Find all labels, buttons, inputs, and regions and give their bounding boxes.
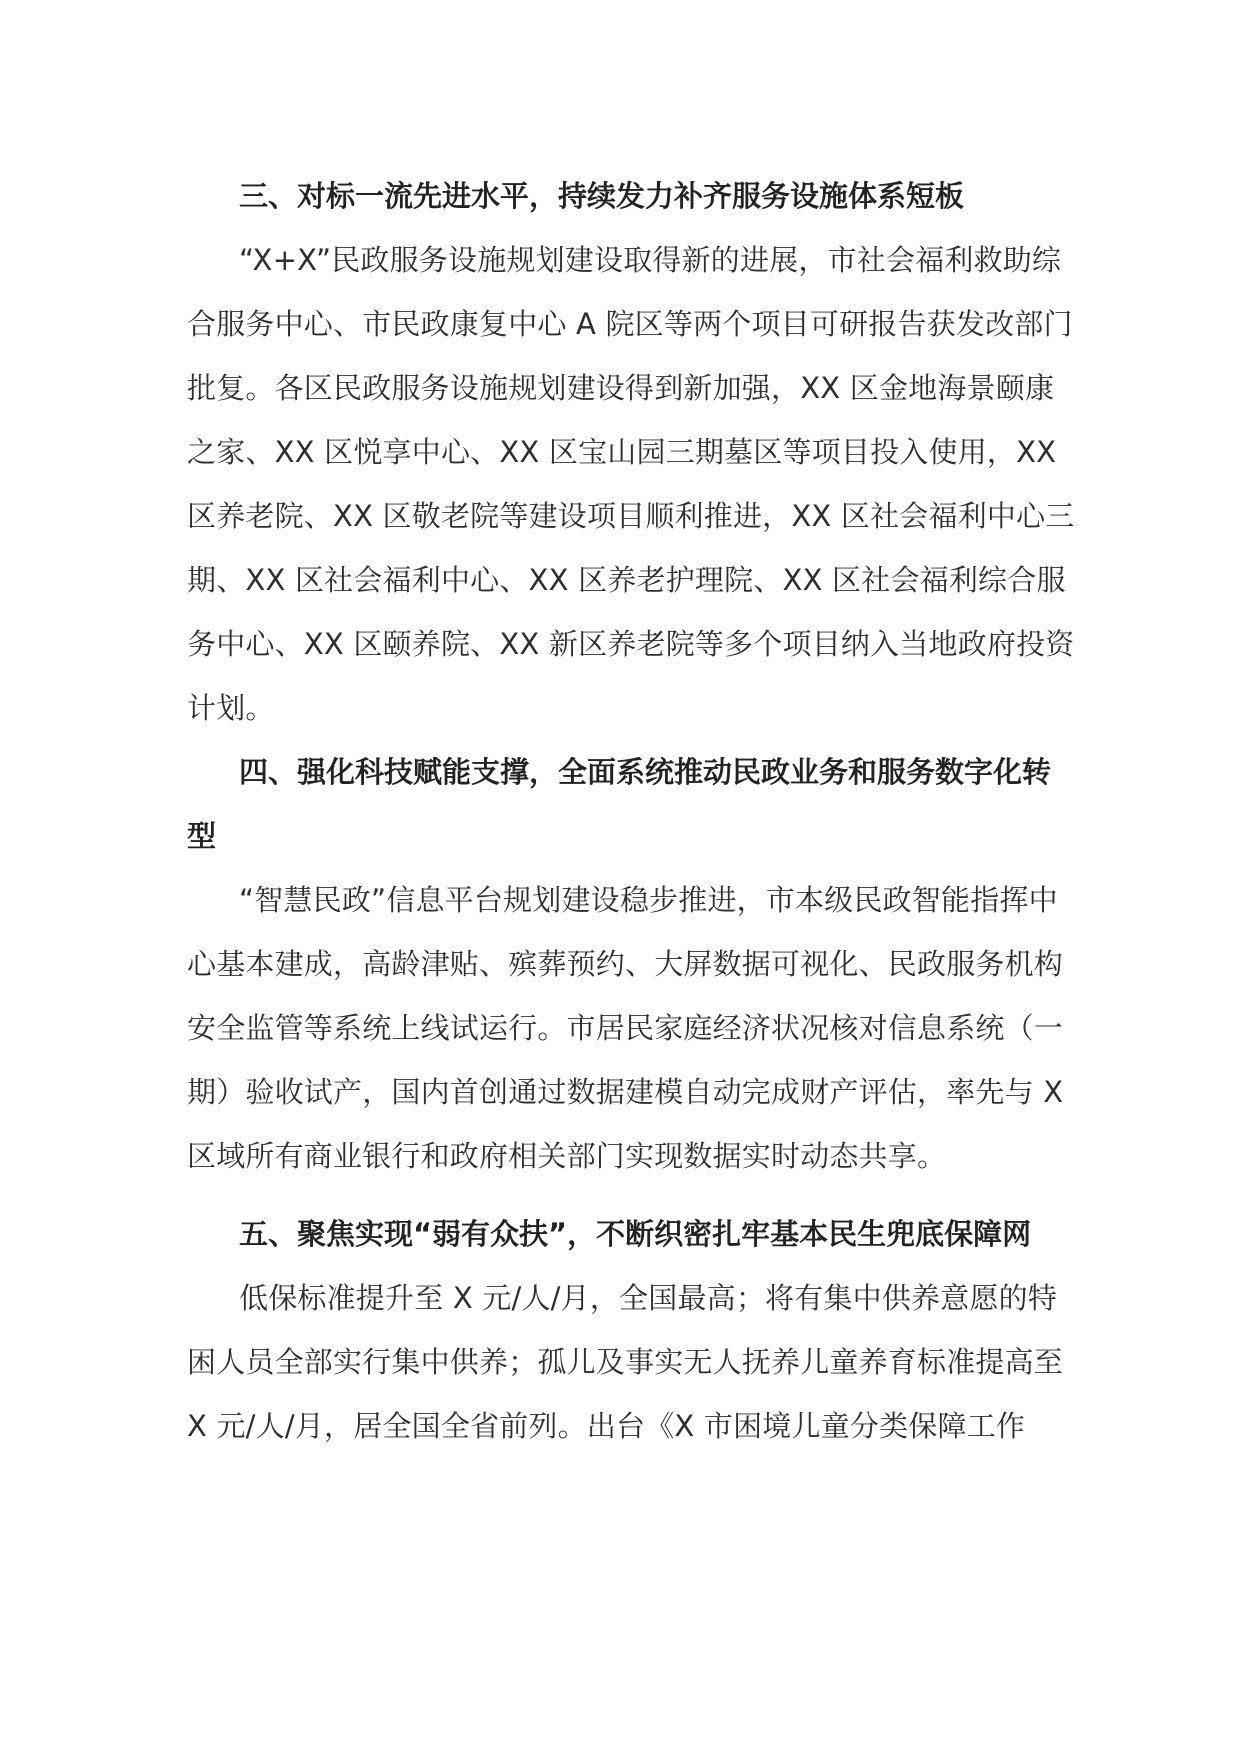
section-5-paragraph: 低保标准提升至 X 元/人/月，全国最高；将有集中供养意愿的特困人员全部实行集中供养；孤儿及事实无人抚养儿童养育标准提高至 X 元/人/月，居全国全省前列。出台《X 市困境儿童分类保障工作 (187, 1281, 1064, 1443)
section-spacer (187, 1188, 1077, 1202)
section-5-heading: 五、聚焦实现“弱有众扶”，不断织密扎牢基本民生兜底保障网 (239, 1217, 1032, 1251)
section-4-heading: 四、强化科技赋能支撑，全面系统推动民政业务和服务数字化转型 (187, 755, 1052, 853)
section-4-paragraph: “智慧民政”信息平台规划建设稳步推进，市本级民政智能指挥中心基本建成，高龄津贴、殡葬预约、大屏数据可视化、民政服务机构安全监管等系统上线试运行。市居民家庭经济状况核对信息系统（一期）验收试产，国内首创通过数据建模自动完成财产评估，率先与 X 区域所有商业银行和政府相关部门实现数据实时动态共享。 (187, 883, 1064, 1173)
document-page (187, 164, 1077, 1458)
section-3-paragraph: “X+X”民政服务设施规划建设取得新的进展，市社会福利救助综合服务中心、市民政康复中心 A 院区等两个项目可研报告获发改部门批复。各区民政服务设施规划建设得到新加强，XX 区金地海景颐康之家、XX 区悦享中心、XX 区宝山园三期墓区等项目投入使用，XX 区养老院、XX 区敬老院等建设项目顺利推进，XX 区社会福利中心三期、XX 区社会福利中心、XX 区养老护理院、XX 区社会福利综合服务中心、XX 区颐养院、XX 新区养老院等多个项目纳入当地政府投资计划。 (187, 243, 1075, 725)
section-3-heading: 三、对标一流先进水平，持续发力补齐服务设施体系短板 (239, 179, 965, 213)
